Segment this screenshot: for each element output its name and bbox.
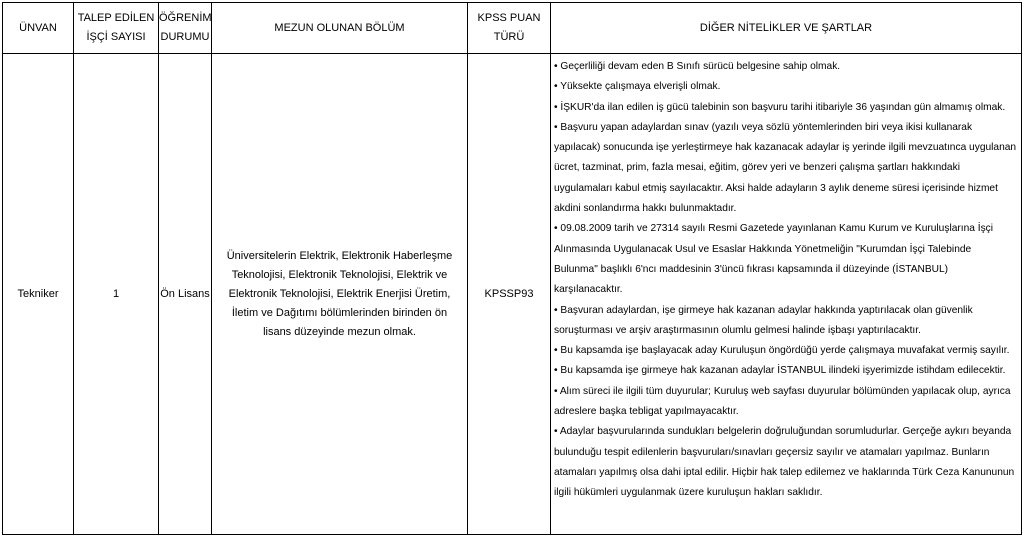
cell-talep: 1 xyxy=(74,54,159,535)
job-posting-table xyxy=(2,2,1022,535)
condition-item: • Bu kapsamda işe girmeye hak kazanan adaylar İSTANBUL ilindeki işyerimizde istihdam edilecektir. xyxy=(554,365,1006,377)
condition-item: • Bu kapsamda işe başlayacak aday Kuruluşun öngördüğü yerde çalışmaya muvafakat vermiş sayılır. xyxy=(554,345,1010,357)
header-kpss-line2: TÜRÜ xyxy=(493,31,525,43)
condition-item: • 09.08.2009 tarih ve 27314 sayılı Resmi Gazetede yayınlanan Kamu Kurum ve Kuruluşlarına İşçi Alınmasında Uygulanacak Usul ve Esaslar Hakkında Yönetmeliğin "Kurumdan İşçi Talebinde Bulunma" başlıklı 6'ncı maddesinin 3'üncü fıkrası kapsamında il düzeyinde (İSTANBUL) karşılanacaktır. xyxy=(554,223,994,296)
condition-item: • Başvuran adaylardan, işe girmeye hak kazanan adaylar hakkında yaptırılacak olan güvenlik soruşturması ve arşiv araştırmasının olumlu gelmesi halinde işbaşı yaptırılacaktır. xyxy=(554,304,973,336)
header-ogrenim xyxy=(159,3,212,54)
header-diger: DİĞER NİTELİKLER VE ŞARTLAR xyxy=(551,3,1022,54)
condition-item: • Adaylar başvurularında sundukları belgelerin doğruluğundan sorumludurlar. Gerçeğe aykırı beyanda bulunduğu tespit edilenlerin başvuruları/sınavları geçersiz sayılır ve atamaları yapılmaz. Bunların atamaları yapılmış olsa dahi iptal edilir. Hiçbir hak talep edilemez ve haklarında Türk Ceza Kanununun ilgili hükümleri uygulanmak üzere kuruluşun hakları saklıdır. xyxy=(554,426,1015,499)
header-talep xyxy=(74,3,159,54)
cell-ogrenim: Ön Lisans xyxy=(159,54,212,535)
table-row xyxy=(3,54,1022,535)
condition-item: • Alım süreci ile ilgili tüm duyurular; Kuruluş web sayfası duyurular bölümünden yapılacak olup, ayrıca adreslere başka tebligat yapılmayacaktır. xyxy=(554,385,1011,418)
cell-conditions xyxy=(551,54,1022,535)
condition-item: • Geçerliliği devam eden B Sınıfı sürücü belgesine sahip olmak. xyxy=(554,61,841,72)
condition-item: • İŞKUR'da ilan edilen iş gücü talebinin son başvuru tarihi itibariyle 36 yaşından gün almamış olmak. xyxy=(554,101,1006,113)
header-ogrenim-line1: ÖĞRENİM xyxy=(159,12,212,24)
header-talep-line1: TALEP EDİLEN xyxy=(77,12,155,24)
header-unvan: ÜNVAN xyxy=(3,3,74,54)
cell-unvan: Tekniker xyxy=(3,54,74,535)
condition-item: • Yüksekte çalışmaya elverişli olmak. xyxy=(554,81,721,93)
header-row xyxy=(3,3,1022,54)
header-kpss xyxy=(468,3,551,54)
header-ogrenim-line2: DURUMU xyxy=(160,31,210,43)
cell-kpss: KPSSP93 xyxy=(468,54,551,535)
header-talep-line2: İŞÇİ SAYISI xyxy=(86,31,146,43)
cell-bolum: Üniversitelerin Elektrik, Elektronik Haberleşme Teknolojisi, Elektronik Teknolojisi, Elektrik ve Elektronik Teknolojisi, Elektrik Enerjisi Üretim, İletim ve Dağıtımı bölümlerinden birinden ön lisans düzeyinde mezun olmak. xyxy=(212,54,468,535)
condition-item: • Başvuru yapan adaylardan sınav (yazılı veya sözlü yöntemlerinden biri veya ikisi kullanarak yapılacak) sonucunda işe yerleştirmeye hak kazanacak adaylar iş yerinde ilgili mevzuatınca uygulanan ücret, tazminat, prim, fazla mesai, eğitim, görev yeri ve benzeri çalışma şartları hakkındaki uygulamaları kabul etmiş sayılacaktır. Aksi halde adayların 3 aylık deneme süresi içerisinde hizmet akdini sonlandırma hakkı bulunmaktadır. xyxy=(554,121,1017,215)
header-kpss-line1: KPSS PUAN xyxy=(477,12,541,24)
header-bolum: MEZUN OLUNAN BÖLÜM xyxy=(212,3,468,54)
